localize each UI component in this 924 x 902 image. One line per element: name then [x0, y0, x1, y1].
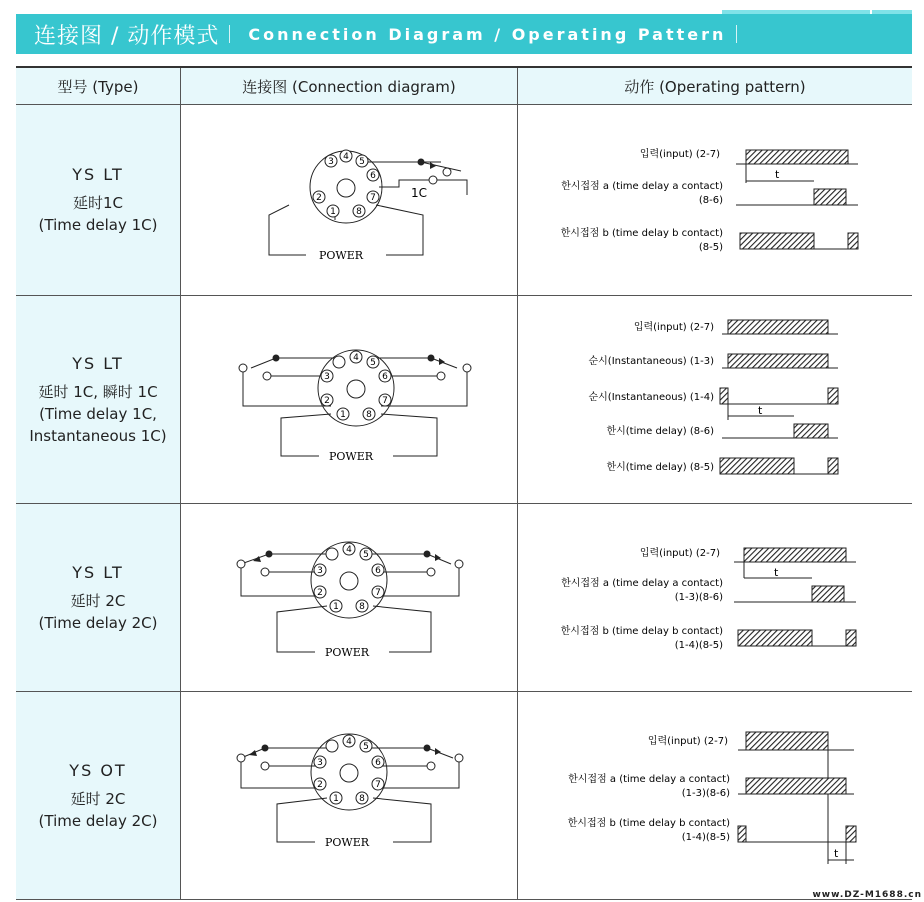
banner-divider: [229, 25, 230, 43]
pin-label: 4: [343, 152, 349, 162]
connection-diagram: [181, 692, 517, 899]
signal-label: 순시(Instantaneous) (1-4): [588, 392, 714, 403]
signal-pulse: [746, 150, 848, 164]
operating-cell: [518, 296, 913, 504]
signal-label: 한시접점 a (time delay a contact): [561, 578, 723, 589]
pin-label: 8: [356, 207, 362, 217]
pin-label: 3: [328, 157, 334, 167]
pin-label: 5: [370, 358, 376, 368]
pin-label: 6: [382, 372, 388, 382]
contact-node: [418, 159, 425, 166]
connection-cell: [181, 504, 518, 692]
power-label: POWER: [325, 836, 370, 849]
connection-cell: [181, 296, 518, 504]
connection-diagram: [181, 504, 517, 691]
signal-label: 순시(Instantaneous) (1-3): [588, 356, 714, 367]
timing-chart: [518, 105, 912, 295]
signal-label: 한시접점 b (time delay b contact): [560, 626, 723, 637]
signal-label: (1-3)(8-6): [681, 788, 730, 799]
pin-label: 2: [324, 396, 330, 406]
model-name: YS OT: [69, 760, 127, 780]
model-name: YS LT: [72, 353, 124, 373]
delay-label: t: [758, 404, 763, 417]
arrow-icon: [249, 750, 257, 756]
model-desc-cn: 延时1C: [72, 194, 124, 212]
connection-diagram: [181, 105, 517, 295]
col-header-operating: 动作 (Operating pattern): [518, 67, 913, 105]
model-name: YS LT: [72, 165, 124, 184]
delay-label: t: [774, 566, 779, 579]
signal-label: (8-5): [698, 242, 723, 253]
timing-chart: [518, 692, 912, 899]
banner-title-cn: 连接图 / 动作模式: [34, 23, 220, 49]
signal-label: 한시(time delay) (8-6): [606, 426, 714, 437]
pin-label: 4: [346, 737, 352, 747]
connection-cell: [181, 105, 518, 296]
signal-label: 한시접점 a (time delay a contact): [561, 181, 723, 192]
delay-label: t: [775, 168, 780, 181]
col-header-connection: 连接图 (Connection diagram): [181, 67, 518, 105]
pin-label: 3: [317, 566, 323, 576]
type-cell: [16, 296, 181, 504]
signal-label: (1-4)(8-5): [674, 640, 723, 651]
model-desc-cn: 延时 2C: [70, 789, 126, 808]
signal-label: 입력(input) (2-7): [647, 736, 728, 747]
delay-label: t: [834, 847, 839, 860]
signal-label: 한시(time delay) (8-5): [606, 462, 714, 473]
pin-label: 1: [340, 410, 346, 420]
pin-label: 7: [370, 193, 376, 203]
banner-title-en: Connection Diagram / Operating Pattern: [248, 24, 727, 44]
table-row: [16, 105, 912, 296]
signal-label: 한시접점 a (time delay a contact): [568, 774, 730, 785]
model-desc-en: (Time delay 2C): [38, 613, 158, 632]
model-desc-cn: 延时 1C, 瞬时 1C: [38, 382, 158, 401]
pin-label: 6: [375, 566, 381, 576]
operating-cell: [518, 504, 913, 692]
pin-label: 3: [317, 758, 323, 768]
pin-label: 1: [330, 207, 336, 217]
pin-label: 2: [317, 588, 323, 598]
signal-label: (8-6): [698, 195, 723, 206]
watermark: www.DZ-M1688.cn: [812, 890, 922, 900]
model-desc-en: (Time delay 1C,: [39, 404, 157, 423]
power-label: POWER: [329, 450, 374, 463]
timing-chart: [518, 296, 912, 503]
connection-diagram: [181, 296, 517, 503]
contact-label: 1C: [411, 186, 428, 200]
pin-label: 7: [375, 588, 381, 598]
signal-pulse: [848, 233, 858, 249]
signal-label: (1-4)(8-5): [681, 832, 730, 843]
signal-label: 한시접점 b (time delay b contact): [567, 818, 730, 829]
signal-label: 입력(input) (2-7): [633, 322, 714, 333]
connection-cell: [181, 692, 518, 900]
pin-label: 5: [363, 742, 369, 752]
pin-label: 4: [353, 353, 359, 363]
signal-label: 입력(input) (2-7): [639, 548, 720, 559]
type-cell: [16, 692, 181, 900]
pin-label: 4: [346, 545, 352, 555]
socket-key: [337, 179, 355, 197]
signal-pulse: [814, 189, 846, 205]
operating-cell: [518, 105, 913, 296]
pin-label: 6: [375, 758, 381, 768]
operating-cell: [518, 692, 913, 900]
pin-label: 8: [366, 410, 372, 420]
pin-label: 3: [324, 372, 330, 382]
arrow-icon: [430, 162, 436, 169]
col-header-type: 型号 (Type): [16, 67, 181, 105]
type-cell: [16, 504, 181, 692]
signal-label: 한시접점 b (time delay b contact): [560, 228, 723, 239]
spec-table: [16, 66, 912, 900]
power-label: POWER: [319, 249, 364, 262]
arrow-icon: [435, 748, 441, 755]
model-name: YS LT: [72, 562, 124, 582]
table-row: [16, 504, 912, 692]
pin-label: 2: [316, 193, 322, 203]
signal-pulse: [740, 233, 814, 249]
pin-label: 1: [333, 794, 339, 804]
pin-label: 8: [359, 602, 365, 612]
terminal: [443, 168, 451, 176]
section-banner: [16, 14, 912, 54]
signal-label: (1-3)(8-6): [674, 592, 723, 603]
signal-label: 입력(input) (2-7): [639, 149, 720, 160]
model-desc-cn: 延时 2C: [70, 591, 126, 610]
arrow-icon: [439, 358, 445, 365]
timing-chart: [518, 504, 912, 691]
model-desc-en: (Time delay 2C): [38, 811, 158, 830]
type-cell: [16, 105, 181, 296]
table-row: [16, 692, 912, 900]
power-label: POWER: [325, 646, 370, 659]
pin-label: 5: [359, 157, 365, 167]
banner-divider: [736, 25, 737, 43]
pin-label: 6: [370, 171, 376, 181]
model-desc-en: (Time delay 1C): [38, 216, 158, 234]
terminal: [429, 176, 437, 184]
model-desc-en: Instantaneous 1C): [29, 426, 167, 445]
table-row: [16, 296, 912, 504]
pin-label: 5: [363, 550, 369, 560]
pin-label: 7: [382, 396, 388, 406]
pin-label: 7: [375, 780, 381, 790]
table-header-row: [16, 67, 912, 105]
pin-label: 8: [359, 794, 365, 804]
pin-label: 1: [333, 602, 339, 612]
pin-label: 2: [317, 780, 323, 790]
